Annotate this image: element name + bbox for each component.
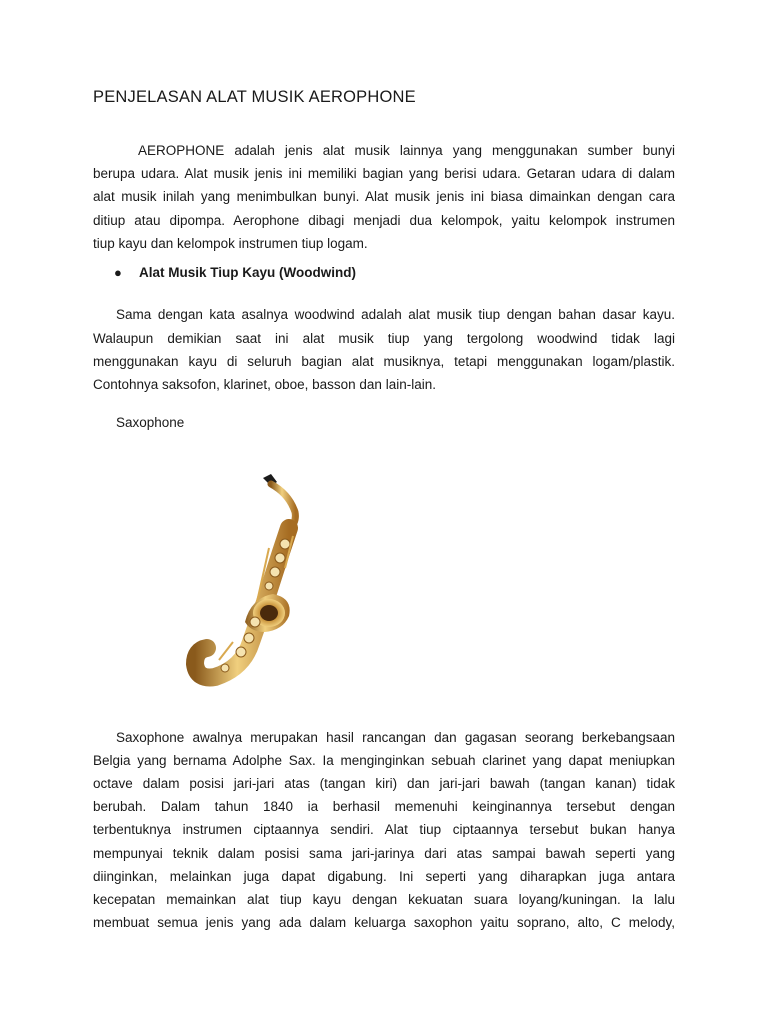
history-line: octave dalam posisi jari-jari atas (tangan kiri) dan jari-jari bawah (tangan kanan) tidak — [93, 776, 675, 791]
woodwind-line: Contohnya saksofon, klarinet, oboe, basson dan lain-lain. — [93, 377, 436, 392]
history-line: terbentuknya instrumen ciptaannya sendiri. Alat tiup ciptaannya tersebut bukan hanya — [93, 822, 675, 837]
history-line: membuat semua jenis yang ada dalam keluarga saxophon yaitu soprano, alto, C melody, — [93, 915, 675, 930]
woodwind-line: Sama dengan kata asalnya woodwind adalah alat musik tiup dengan bahan dasar kayu. — [116, 307, 675, 322]
bullet-icon: ● — [114, 265, 122, 280]
image-caption: Saxophone — [116, 415, 185, 430]
intro-line: AEROPHONE adalah jenis alat musik lainnya yang menggunakan sumber bunyi — [138, 143, 675, 158]
history-line: Saxophone awalnya merupakan hasil rancangan dan gagasan seorang berkebangsaan — [116, 730, 675, 745]
intro-line: alat musik inilah yang menimbulkan bunyi. Alat musik jenis ini biasa dimainkan dengan cara — [93, 189, 675, 204]
saxophone-image — [185, 472, 315, 692]
intro-line: tiup kayu dan kelompok instrumen tiup logam. — [93, 236, 368, 251]
history-line: Belgia yang bernama Adolphe Sax. Ia menginginkan sebuah clarinet yang dapat meniupkan — [93, 753, 675, 768]
page-title: PENJELASAN ALAT MUSIK AEROPHONE — [93, 88, 416, 106]
woodwind-line: Walaupun demikian saat ini alat musik tiup yang tergolong woodwind tidak lagi — [93, 331, 675, 346]
history-line: mempunyai teknik dalam posisi sama jari-jarinya dari atas sampai bawah seperti yang — [93, 846, 675, 861]
history-line: kecepatan memainkan alat tiup kayu dengan kekuatan suara loyang/kuningan. Ia lalu — [93, 892, 675, 907]
intro-line: ditiup atau dipompa. Aerophone dibagi menjadi dua kelompok, yaitu kelompok instrumen — [93, 213, 675, 228]
woodwind-line: menggunakan kayu di seluruh bagian alat musiknya, tetapi menggunakan logam/plastik. — [93, 354, 675, 369]
history-line: berubah. Dalam tahun 1840 ia berhasil memenuhi keinginannya tersebut dengan — [93, 799, 675, 814]
section-heading-woodwind: Alat Musik Tiup Kayu (Woodwind) — [139, 265, 356, 280]
intro-line: berupa udara. Alat musik jenis ini memiliki bagian yang berisi udara. Getaran udara di dalam — [93, 166, 675, 181]
history-line: diinginkan, melainkan juga dapat digabung. Ini seperti yang diharapkan juga antara — [93, 869, 675, 884]
